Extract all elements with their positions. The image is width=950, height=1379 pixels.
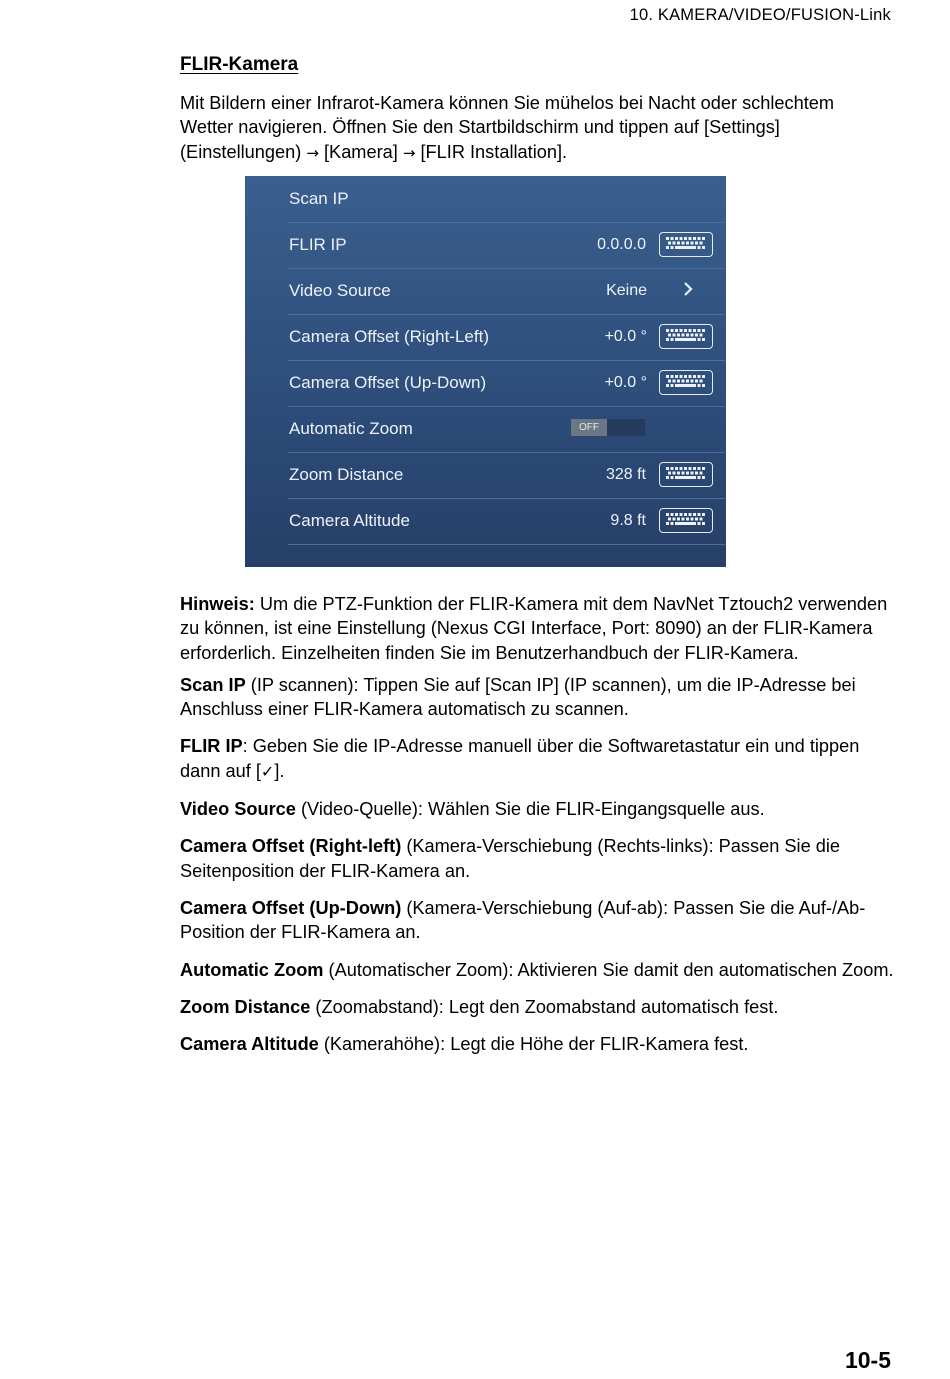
keyboard-key (700, 472, 703, 475)
desc-zoom-distance: Zoom Distance (Zoomabstand): Legt den Zoomabstand automatisch fest. (180, 996, 779, 1017)
keyboard-key (691, 242, 694, 245)
keyboard-key (668, 334, 671, 337)
keyboard-key (666, 237, 669, 240)
keyboard-icon[interactable] (659, 232, 713, 257)
keyboard-key (702, 384, 705, 387)
keyboard-key (675, 329, 678, 332)
keyboard-key (680, 237, 683, 240)
keyboard-key (668, 472, 671, 475)
keyboard-key (671, 338, 674, 341)
keyboard-key (684, 467, 687, 470)
keyboard-key (671, 513, 674, 516)
keyboard-key (702, 237, 705, 240)
hinweis-note: Hinweis: Um die PTZ-Funktion der FLIR-Kamera mit dem NavNet Tztouch2 verwenden zu können, ist eine Einstellung (Nexus CGI Interface, Port: 8090) an der FLIR-Kamera erforderlich. Einzelheiten finden Sie im Benutzerhandbuch der FLIR-Kamera. (180, 594, 888, 663)
toggle-off-label: OFF (571, 419, 607, 436)
keyboard-key (668, 242, 671, 245)
keyboard-icon[interactable] (659, 370, 713, 395)
keyboard-key (693, 237, 696, 240)
keyboard-key (682, 380, 685, 383)
keyboard-key (686, 242, 689, 245)
keyboard-key (689, 375, 692, 378)
row-camera-altitude (288, 498, 725, 545)
notes-section (180, 592, 900, 1069)
keyboard-icon[interactable] (659, 324, 713, 349)
keyboard-key (666, 246, 669, 249)
keyboard-key (682, 518, 685, 521)
row-label: FLIR IP (289, 235, 347, 254)
keyboard-key (689, 513, 692, 516)
keyboard-key (666, 467, 669, 470)
keyboard-key (702, 522, 705, 525)
desc-automatic-zoom: Automatic Zoom (Automatischer Zoom): Aktivieren Sie damit den automatischen Zoom. (180, 959, 894, 980)
keyboard-key (671, 375, 674, 378)
keyboard-key (675, 375, 678, 378)
keyboard-key (666, 476, 669, 479)
keyboard-key (691, 380, 694, 383)
row-camera-offset-up-down (288, 360, 725, 407)
keyboard-key (691, 334, 694, 337)
keyboard-key (686, 472, 689, 475)
row-camera-offset-right-left (288, 314, 725, 361)
keyboard-key (680, 467, 683, 470)
keyboard-key (689, 329, 692, 332)
keyboard-key (698, 338, 701, 341)
automatic-zoom-toggle[interactable] (571, 419, 645, 436)
keyboard-key (695, 380, 698, 383)
keyboard-key (702, 246, 705, 249)
keyboard-key (698, 476, 701, 479)
keyboard-key (698, 329, 701, 332)
desc-camera-altitude: Camera Altitude (Kamerahöhe): Legt die Höhe der FLIR-Kamera fest. (180, 1034, 749, 1055)
keyboard-key (673, 380, 676, 383)
desc-flir-ip: FLIR IP: Geben Sie die IP-Adresse manuell über die Softwaretastatur ein und tippen dann auf [✓]. (180, 736, 860, 781)
keyboard-key (698, 522, 701, 525)
keyboard-icon[interactable] (659, 508, 713, 533)
row-label: Automatic Zoom (289, 419, 413, 438)
keyboard-key (673, 242, 676, 245)
keyboard-key (682, 242, 685, 245)
intro-paragraph: Mit Bildern einer Infrarot-Kamera können Sie mühelos bei Nacht oder schlechtem Wetter navigieren. Öffnen Sie den Startbildschirm und tippen auf [Settings] (Einstellungen) → [Kamera] → [FLIR Installation]. (180, 93, 835, 162)
row-value: Keine (606, 282, 647, 299)
keyboard-key (668, 518, 671, 521)
keyboard-key (677, 242, 680, 245)
keyboard-key (695, 242, 698, 245)
row-value: 0.0.0.0 (597, 236, 646, 253)
keyboard-key (666, 338, 669, 341)
keyboard-key (666, 513, 669, 516)
keyboard-key (677, 334, 680, 337)
keyboard-key (693, 375, 696, 378)
keyboard-key (686, 518, 689, 521)
keyboard-spacebar (675, 476, 696, 479)
keyboard-key (677, 380, 680, 383)
keyboard-key (680, 329, 683, 332)
keyboard-key (680, 513, 683, 516)
keyboard-spacebar (675, 384, 696, 387)
keyboard-key (671, 522, 674, 525)
keyboard-key (693, 513, 696, 516)
keyboard-icon[interactable] (659, 462, 713, 487)
chevron-right-icon (683, 281, 693, 297)
keyboard-key (666, 384, 669, 387)
desc-camera-offset-right-left: Camera Offset (Right-left) (Kamera-Verschiebung (Rechts-links): Passen Sie die Seitenposition der FLIR-Kamera an. (180, 836, 841, 881)
keyboard-key (702, 513, 705, 516)
keyboard-key (684, 329, 687, 332)
keyboard-key (693, 329, 696, 332)
desc-camera-offset-up-down: Camera Offset (Up-Down) (Kamera-Verschiebung (Auf-ab): Passen Sie die Auf-/Ab-Position der FLIR-Kamera an. (180, 897, 866, 943)
keyboard-key (682, 472, 685, 475)
keyboard-spacebar (675, 338, 696, 341)
keyboard-key (668, 380, 671, 383)
keyboard-key (677, 518, 680, 521)
keyboard-key (671, 384, 674, 387)
row-label: Video Source (289, 281, 391, 300)
keyboard-key (700, 518, 703, 521)
desc-scan-ip: Scan IP (IP scannen): Tippen Sie auf [Scan IP] (IP scannen), um die IP-Adresse bei Anschluss einer FLIR-Kamera automatisch zu scannen. (180, 674, 856, 720)
keyboard-key (677, 472, 680, 475)
row-label: Scan IP (289, 189, 349, 208)
keyboard-key (689, 467, 692, 470)
keyboard-key (702, 338, 705, 341)
keyboard-key (684, 237, 687, 240)
keyboard-key (684, 375, 687, 378)
keyboard-key (700, 334, 703, 337)
keyboard-key (666, 522, 669, 525)
keyboard-key (680, 375, 683, 378)
row-automatic-zoom (288, 406, 725, 453)
keyboard-key (698, 375, 701, 378)
keyboard-key (693, 467, 696, 470)
keyboard-key (673, 518, 676, 521)
keyboard-key (702, 375, 705, 378)
checkmark-icon: ✓ (260, 761, 275, 781)
keyboard-key (702, 467, 705, 470)
keyboard-spacebar (675, 246, 696, 249)
keyboard-key (695, 334, 698, 337)
keyboard-key (691, 518, 694, 521)
keyboard-key (698, 246, 701, 249)
keyboard-key (702, 476, 705, 479)
flir-settings-panel (245, 176, 726, 567)
keyboard-key (671, 246, 674, 249)
row-value: +0.0 ° (604, 328, 647, 345)
row-value: +0.0 ° (604, 374, 647, 391)
row-label: Camera Altitude (289, 511, 410, 530)
arrow-icon: → (402, 143, 416, 162)
keyboard-key (698, 467, 701, 470)
row-zoom-distance (288, 452, 725, 499)
row-value: 9.8 ft (610, 512, 646, 529)
desc-video-source: Video Source (Video-Quelle): Wählen Sie die FLIR-Eingangsquelle aus. (180, 799, 765, 820)
arrow-icon: → (306, 143, 319, 162)
keyboard-key (666, 329, 669, 332)
keyboard-key (673, 334, 676, 337)
keyboard-key (695, 518, 698, 521)
keyboard-key (671, 467, 674, 470)
keyboard-key (691, 472, 694, 475)
keyboard-key (686, 380, 689, 383)
keyboard-key (698, 384, 701, 387)
keyboard-key (675, 513, 678, 516)
keyboard-key (700, 242, 703, 245)
keyboard-key (702, 329, 705, 332)
row-label: Camera Offset (Up-Down) (289, 373, 487, 392)
row-video-source[interactable] (288, 268, 725, 315)
row-value: 328 ft (605, 466, 646, 483)
keyboard-key (686, 334, 689, 337)
section-title: FLIR-Kamera (180, 54, 299, 75)
keyboard-key (689, 237, 692, 240)
keyboard-key (698, 237, 701, 240)
keyboard-key (666, 375, 669, 378)
keyboard-key (698, 513, 701, 516)
keyboard-key (695, 472, 698, 475)
keyboard-key (684, 513, 687, 516)
page-number: 10-5 (844, 1347, 891, 1373)
keyboard-key (671, 237, 674, 240)
keyboard-spacebar (675, 522, 696, 525)
row-label: Zoom Distance (289, 465, 404, 484)
row-flir-ip (288, 222, 725, 269)
keyboard-key (671, 329, 674, 332)
row-scan-ip[interactable] (288, 176, 725, 223)
keyboard-key (682, 334, 685, 337)
keyboard-key (675, 237, 678, 240)
keyboard-key (675, 467, 678, 470)
row-label: Camera Offset (Right-Left) (289, 327, 489, 346)
keyboard-key (700, 380, 703, 383)
keyboard-key (673, 472, 676, 475)
keyboard-key (671, 476, 674, 479)
chapter-header: 10. KAMERA/VIDEO/FUSION-Link (629, 6, 891, 24)
